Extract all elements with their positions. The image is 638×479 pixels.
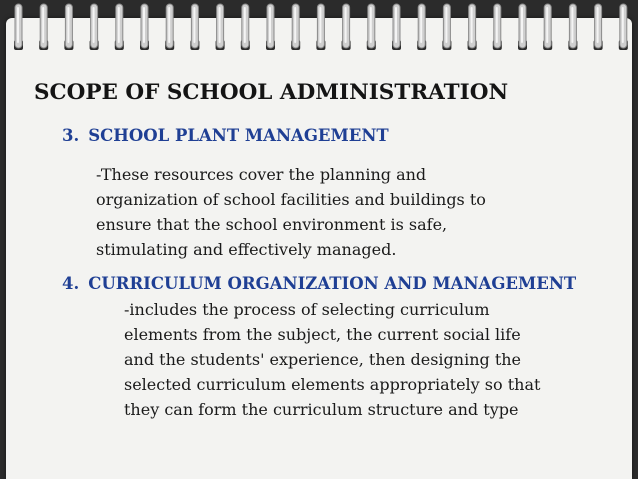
binding-ring-icon (417, 4, 426, 50)
binding-ring-icon (216, 4, 225, 50)
binding-ring-icon (342, 4, 351, 50)
binding-ring-icon (442, 4, 451, 50)
section-4-line: -includes the process of selecting curriculum (124, 300, 490, 319)
binding-ring-icon (39, 4, 48, 50)
binding-ring-icon (140, 4, 149, 50)
section-4-body (124, 297, 604, 422)
section-4-title: CURRICULUM ORGANIZATION AND MANAGEMENT (88, 274, 577, 293)
section-4-number: 4. (62, 274, 80, 293)
section-3-line: -These resources cover the planning and (96, 165, 427, 184)
binding-ring-icon (568, 4, 577, 50)
section-4-line: they can form the curriculum structure and type (124, 400, 519, 419)
binding-ring-icon (165, 4, 174, 50)
binding-ring-icon (468, 4, 477, 50)
binding-ring-icon (619, 4, 628, 50)
binding-ring-icon (291, 4, 300, 50)
binding-ring-icon (115, 4, 124, 50)
section-3-line: stimulating and effectively managed. (96, 240, 397, 259)
binding-ring-icon (392, 4, 401, 50)
binding-ring-icon (543, 4, 552, 50)
spiral-binding-rings (0, 0, 638, 56)
binding-ring-icon (316, 4, 325, 50)
binding-ring-icon (518, 4, 527, 50)
section-3-number: 3. (62, 126, 80, 145)
section-3-body (96, 162, 546, 262)
binding-ring-icon (493, 4, 502, 50)
section-4-line: elements from the subject, the current social life (124, 325, 521, 344)
slide-title: SCOPE OF SCHOOL ADMINISTRATION (34, 80, 509, 105)
binding-ring-icon (594, 4, 603, 50)
section-4-heading (62, 274, 576, 293)
section-3-title: SCHOOL PLANT MANAGEMENT (88, 126, 389, 145)
section-3-line: organization of school facilities and buildings to (96, 190, 486, 209)
section-3-heading (62, 126, 389, 145)
binding-ring-icon (90, 4, 99, 50)
binding-ring-icon (190, 4, 199, 50)
binding-ring-icon (14, 4, 23, 50)
binding-ring-icon (367, 4, 376, 50)
binding-ring-icon (266, 4, 275, 50)
binding-ring-icon (241, 4, 250, 50)
binding-ring-icon (64, 4, 73, 50)
section-4-line: and the students' experience, then designing the (124, 350, 522, 369)
section-3-line: ensure that the school environment is safe, (96, 215, 448, 234)
section-4-line: selected curriculum elements appropriately so that (124, 375, 541, 394)
